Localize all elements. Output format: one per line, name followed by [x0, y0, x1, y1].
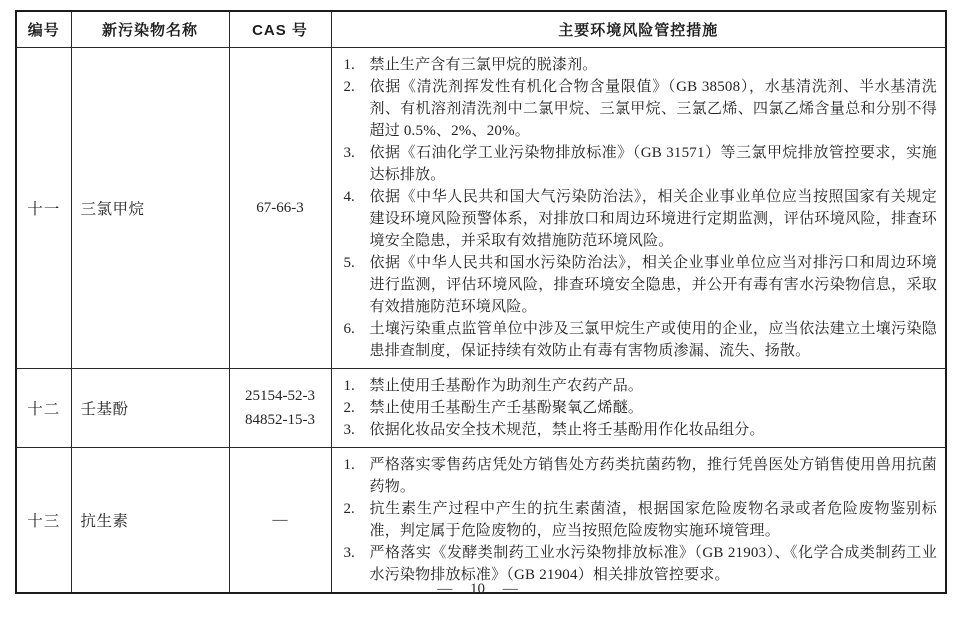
cas-number: 84852-15-3	[245, 411, 315, 428]
measure-number: 2.	[343, 78, 355, 95]
measure-text: 严格落实零售药店凭处方销售处方药类抗菌药物，推行凭兽医处方销售使用兽用抗菌药物。	[369, 456, 937, 495]
measures-list	[344, 54, 938, 362]
pollutant-name: 壬基酚	[71, 368, 229, 447]
measure-text: 依据《石油化学工业污染物排放标准》（GB 31571）等三氯甲烷排放管控要求，实施达标排放。	[369, 144, 937, 183]
measure-item	[344, 375, 938, 397]
measure-text: 禁止生产含有三氯甲烷的脱漆剂。	[369, 56, 598, 73]
measure-number: 1.	[343, 456, 355, 473]
cas-number: —	[272, 511, 288, 528]
measure-number: 2.	[343, 399, 355, 416]
measure-item	[344, 498, 938, 542]
cas-number: 25154-52-3	[245, 387, 315, 404]
measure-item	[344, 419, 938, 441]
table-row	[16, 368, 946, 447]
measure-text: 依据《清洗剂挥发性有机化合物含量限值》（GB 38508），水基清洗剂、半水基清洗剂、有机溶剂清洗剂中二氯甲烷、三氯甲烷、三氯乙烯、四氯乙烯含量总和分别不得超过 0.5%、2%、20%。	[369, 78, 937, 139]
row-number: 十二	[16, 368, 71, 447]
header-cell-pollutant-name: 新污染物名称	[71, 11, 229, 47]
header-cell-measures: 主要环境风险管控措施	[331, 11, 946, 47]
measure-item	[344, 397, 938, 419]
measure-item	[344, 252, 938, 318]
cas-cell	[229, 447, 331, 593]
measure-item	[344, 54, 938, 76]
measures-cell	[331, 447, 946, 593]
header-cell-number: 编号	[16, 11, 71, 47]
measures-cell	[331, 368, 946, 447]
measures-cell	[331, 47, 946, 368]
measure-number: 3.	[343, 144, 355, 161]
pollutant-name: 抗生素	[71, 447, 229, 593]
measure-item	[344, 142, 938, 186]
table-row	[16, 447, 946, 593]
cas-number: 67-66-3	[256, 199, 304, 216]
header-cell-cas: CAS 号	[229, 11, 331, 47]
measure-item	[344, 542, 938, 586]
measure-text: 依据《中华人民共和国大气污染防治法》，相关企业事业单位应当按照国家有关规定建设环境风险预警体系，对排放口和周边环境进行定期监测，评估环境风险，排查环境安全隐患，并采取有效措施防范环境风险。	[369, 188, 937, 249]
measure-number: 1.	[343, 377, 355, 394]
measure-text: 抗生素生产过程中产生的抗生素菌渣，根据国家危险废物名录或者危险废物鉴别标准，判定属于危险废物的，应当按照危险废物实施环境管理。	[369, 500, 937, 539]
pollutant-control-table	[15, 10, 947, 594]
measures-list	[344, 454, 938, 586]
page-number: — 10 —	[437, 581, 518, 597]
measure-item	[344, 454, 938, 498]
row-number: 十一	[16, 47, 71, 368]
measure-text: 禁止使用壬基酚作为助剂生产农药产品。	[369, 377, 644, 394]
table-header-row	[16, 11, 946, 47]
measure-item	[344, 76, 938, 142]
row-number: 十三	[16, 447, 71, 593]
table-row	[16, 47, 946, 368]
pollutant-name: 三氯甲烷	[71, 47, 229, 368]
measure-number: 3.	[343, 421, 355, 438]
measure-text: 依据《中华人民共和国水污染防治法》，相关企业事业单位应当对排污口和周边环境进行监测，评估环境风险，排查环境安全隐患，并公开有毒有害水污染物信息，采取有效措施防范环境风险。	[369, 254, 937, 315]
measure-number: 1.	[343, 56, 355, 73]
table-body	[16, 47, 946, 593]
measure-text: 严格落实《发酵类制药工业水污染物排放标准》（GB 21903）、《化学合成类制药工业水污染物排放标准》（GB 21904）相关排放管控要求。	[369, 544, 937, 583]
cas-cell	[229, 47, 331, 368]
measure-number: 4.	[343, 188, 355, 205]
measure-number: 6.	[343, 320, 355, 337]
measure-number: 5.	[343, 254, 355, 271]
measure-item	[344, 318, 938, 362]
measure-number: 2.	[343, 500, 355, 517]
measure-item	[344, 186, 938, 252]
measures-list	[344, 375, 938, 441]
measure-number: 3.	[343, 544, 355, 561]
cas-cell	[229, 368, 331, 447]
measure-text: 土壤污染重点监管单位中涉及三氯甲烷生产或使用的企业，应当依法建立土壤污染隐患排查制度，保证持续有效防止有毒有害物质渗漏、流失、扬散。	[369, 320, 937, 359]
measure-text: 依据化妆品安全技术规范，禁止将壬基酚用作化妆品组分。	[369, 421, 765, 438]
measure-text: 禁止使用壬基酚生产壬基酚聚氧乙烯醚。	[369, 399, 644, 416]
